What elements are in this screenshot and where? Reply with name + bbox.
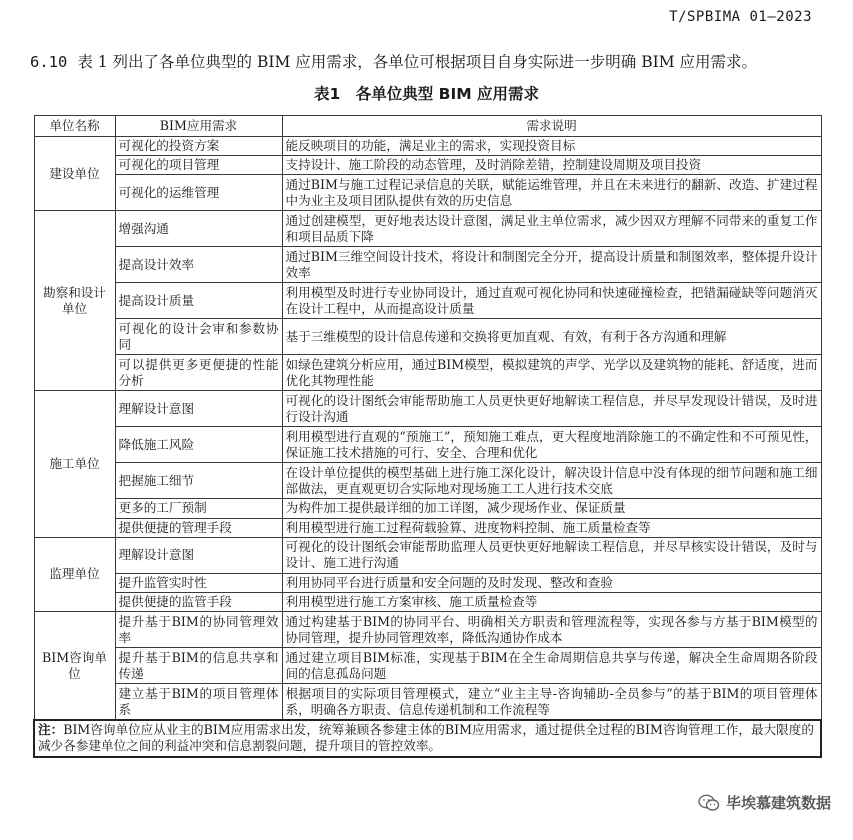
table-note-row [34,720,821,756]
desc-cell: 利用模型进行施工方案审核、施工质量检查等 [282,593,821,612]
watermark [698,792,831,813]
table-row [34,247,821,283]
desc-cell: 通过建立项目BIM标准，实现基于BIM在全生命周期信息共享与传递，解决全生命周期各阶段间的信息孤岛问题 [282,648,821,684]
desc-cell: 可视化的设计图纸会审能帮助施工人员更快更好地解读工程信息，并尽早发现设计错误，及时进行设计沟通 [282,391,821,427]
header-unit: 单位名称 [34,116,115,137]
desc-cell: 通过创建模型，更好地表达设计意图，满足业主单位需求，减少因双方理解不同带来的重复工作和项目品质下降 [282,211,821,247]
need-cell: 建立基于BIM的项目管理体系 [115,684,282,721]
desc-cell: 可视化的设计图纸会审能帮助监理人员更快更好地解读工程信息，并尽早核实设计错误，及时与设计、施工进行沟通 [282,537,821,573]
intro-text: 表 1 列出了各单位典型的 BIM 应用需求，各单位可根据项目自身实际进一步明确 BIM 应用需求。 [77,53,758,71]
need-cell: 可视化的设计会审和参数协同 [115,319,282,355]
need-cell: 提升监管实时性 [115,573,282,592]
table-title: 表1 各单位典型 BIM 应用需求 [313,85,540,103]
desc-cell: 为构件加工提供最详细的加工详图，减少现场作业、保证质量 [282,499,821,518]
desc-cell: 利用模型进行直观的“预施工”，预知施工难点，更大程度地消除施工的不确定性和不可预见性，保证施工技术措施的可行、安全、合理和优化 [282,427,821,463]
unit-cell: 勘察和设计单位 [34,211,115,391]
need-cell: 把握施工细节 [115,463,282,499]
desc-cell: 如绿色建筑分析应用，通过BIM模型，模拟建筑的声学、光学以及建筑物的能耗、舒适度，进而优化其物理性能 [282,355,821,391]
unit-cell: BIM咨询单位 [34,612,115,721]
desc-cell: 在设计单位提供的模型基础上进行施工深化设计，解决设计信息中没有体现的细节问题和施工细部做法，更直观更切合实际地对现场施工工人进行技术交底 [282,463,821,499]
wechat-icon [698,794,720,812]
table-row [34,612,821,648]
document-code: T/SPBIMA 01—2023 [669,9,812,25]
table-row [34,391,821,427]
need-cell: 提高设计质量 [115,283,282,319]
desc-cell: 通过BIM与施工过程记录信息的关联，赋能运维管理，并且在未来进行的翻新、改造、扩建过程中为业主及项目团队提供有效的历史信息 [282,175,821,211]
note-label: 注： [38,722,64,738]
need-cell: 提高设计效率 [115,247,282,283]
table-row [34,463,821,499]
table-header-row [34,116,821,137]
unit-cell: 施工单位 [34,391,115,537]
need-cell: 可视化的运维管理 [115,175,282,211]
need-cell: 可以提供更多更便捷的性能分析 [115,355,282,391]
intro-paragraph [30,50,830,72]
table-row [34,137,821,156]
table-row [34,175,821,211]
unit-cell: 监理单位 [34,537,115,611]
watermark-text: 毕埃慕建筑数据 [725,794,831,812]
table-row [34,283,821,319]
need-cell: 提供便捷的监管手段 [115,593,282,612]
table-row [34,156,821,175]
table-row [34,648,821,684]
table-row [34,427,821,463]
table-row [34,499,821,518]
desc-cell: 通过BIM三维空间设计技术，将设计和制图完全分开，提高设计质量和制图效率，整体提升设计效率 [282,247,821,283]
desc-cell: 利用模型进行施工过程荷载验算、进度物料控制、施工质量检查等 [282,518,821,537]
need-cell: 降低施工风险 [115,427,282,463]
header-need: BIM应用需求 [115,116,282,137]
table-row [34,573,821,592]
desc-cell: 根据项目的实际项目管理模式，建立“业主主导-咨询辅助-全员参与”的基于BIM的项目管理体系，明确各方职责、信息传递机制和工作流程等 [282,684,821,721]
desc-cell: 能反映项目的功能，满足业主的需求，实现投资目标 [282,137,821,156]
header-desc: 需求说明 [282,116,821,137]
need-cell: 可视化的项目管理 [115,156,282,175]
table-row [34,684,821,721]
need-cell: 更多的工厂预制 [115,499,282,518]
table-row [34,537,821,573]
need-cell: 提供便捷的管理手段 [115,518,282,537]
table-note [34,720,821,756]
unit-cell: 建设单位 [34,137,115,211]
need-cell: 增强沟通 [115,211,282,247]
need-cell: 理解设计意图 [115,537,282,573]
table-row [34,355,821,391]
desc-cell: 通过构建基于BIM的协同平台、明确相关方职责和管理流程等，实现各参与方基于BIM模型的协同管理，提升协同管理效率，降低沟通协作成本 [282,612,821,648]
desc-cell: 支持设计、施工阶段的动态管理，及时消除差错，控制建设周期及项目投资 [282,156,821,175]
table-row [34,211,821,247]
need-cell: 可视化的投资方案 [115,137,282,156]
section-number: 6.10 [30,53,68,71]
desc-cell: 利用模型及时进行专业协同设计，通过直观可视化协同和快速碰撞检查，把错漏碰缺等问题消灭在设计工程中，从而提高设计质量 [282,283,821,319]
need-cell: 提升基于BIM的协同管理效率 [115,612,282,648]
table-row [34,593,821,612]
need-cell: 理解设计意图 [115,391,282,427]
need-cell: 提升基于BIM的信息共享和传递 [115,648,282,684]
desc-cell: 基于三维模型的设计信息传递和交换将更加直观、有效，有利于各方沟通和理解 [282,319,821,355]
desc-cell: 利用协同平台进行质量和安全问题的及时发现、整改和查验 [282,573,821,592]
table-row [34,518,821,537]
note-text: BIM咨询单位应从业主的BIM应用需求出发，统筹兼顾各参建主体的BIM应用需求，通过提供全过程的BIM咨询管理工作，最大限度的减少各参建单位之间的利益冲突和信息割裂问题，提升项目的管控效率。 [38,722,814,754]
bim-requirements-table [33,115,822,758]
table-row [34,319,821,355]
